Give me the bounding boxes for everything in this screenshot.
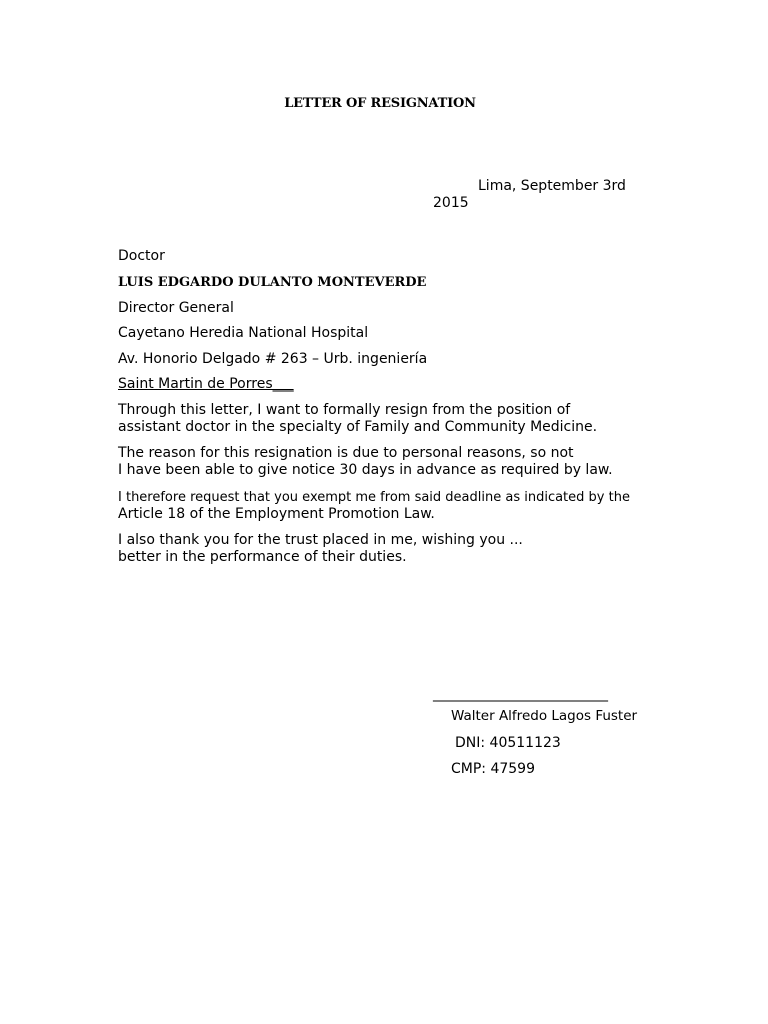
date-line-1: Lima, September 3rd: [478, 178, 626, 194]
recipient-district: Saint Martin de Porres___: [118, 376, 294, 392]
letter-title: LETTER OF RESIGNATION: [284, 96, 476, 111]
recipient-position: Director General: [118, 300, 234, 316]
paragraph-4-line-1: I also thank you for the trust placed in me, wishing you ...: [118, 532, 523, 548]
paragraph-2-line-1: The reason for this resignation is due to personal reasons, so not: [118, 445, 574, 461]
paragraph-2-line-2: I have been able to give notice 30 days in advance as required by law.: [118, 462, 613, 478]
date-line-2: 2015: [433, 195, 469, 211]
paragraph-3-line-2: Article 18 of the Employment Promotion Law.: [118, 506, 435, 522]
paragraph-3-line-1: I therefore request that you exempt me from said deadline as indicated by the: [118, 490, 630, 505]
paragraph-4-line-2: better in the performance of their duties.: [118, 549, 407, 565]
recipient-name: LUIS EDGARDO DULANTO MONTEVERDE: [118, 275, 427, 290]
recipient-address: Av. Honorio Delgado # 263 – Urb. ingeniería: [118, 351, 428, 367]
paragraph-1-line-2: assistant doctor in the specialty of Family and Community Medicine.: [118, 419, 598, 435]
recipient-institution: Cayetano Heredia National Hospital: [118, 325, 369, 341]
recipient-salutation: Doctor: [118, 248, 165, 264]
signature-name: Walter Alfredo Lagos Fuster: [451, 708, 638, 724]
paragraph-1-line-1: Through this letter, I want to formally resign from the position of: [118, 402, 571, 418]
signature-cmp: CMP: 47599: [451, 761, 535, 777]
signature-dni: DNI: 40511123: [455, 735, 561, 751]
signature-line: _________________________: [433, 686, 608, 702]
